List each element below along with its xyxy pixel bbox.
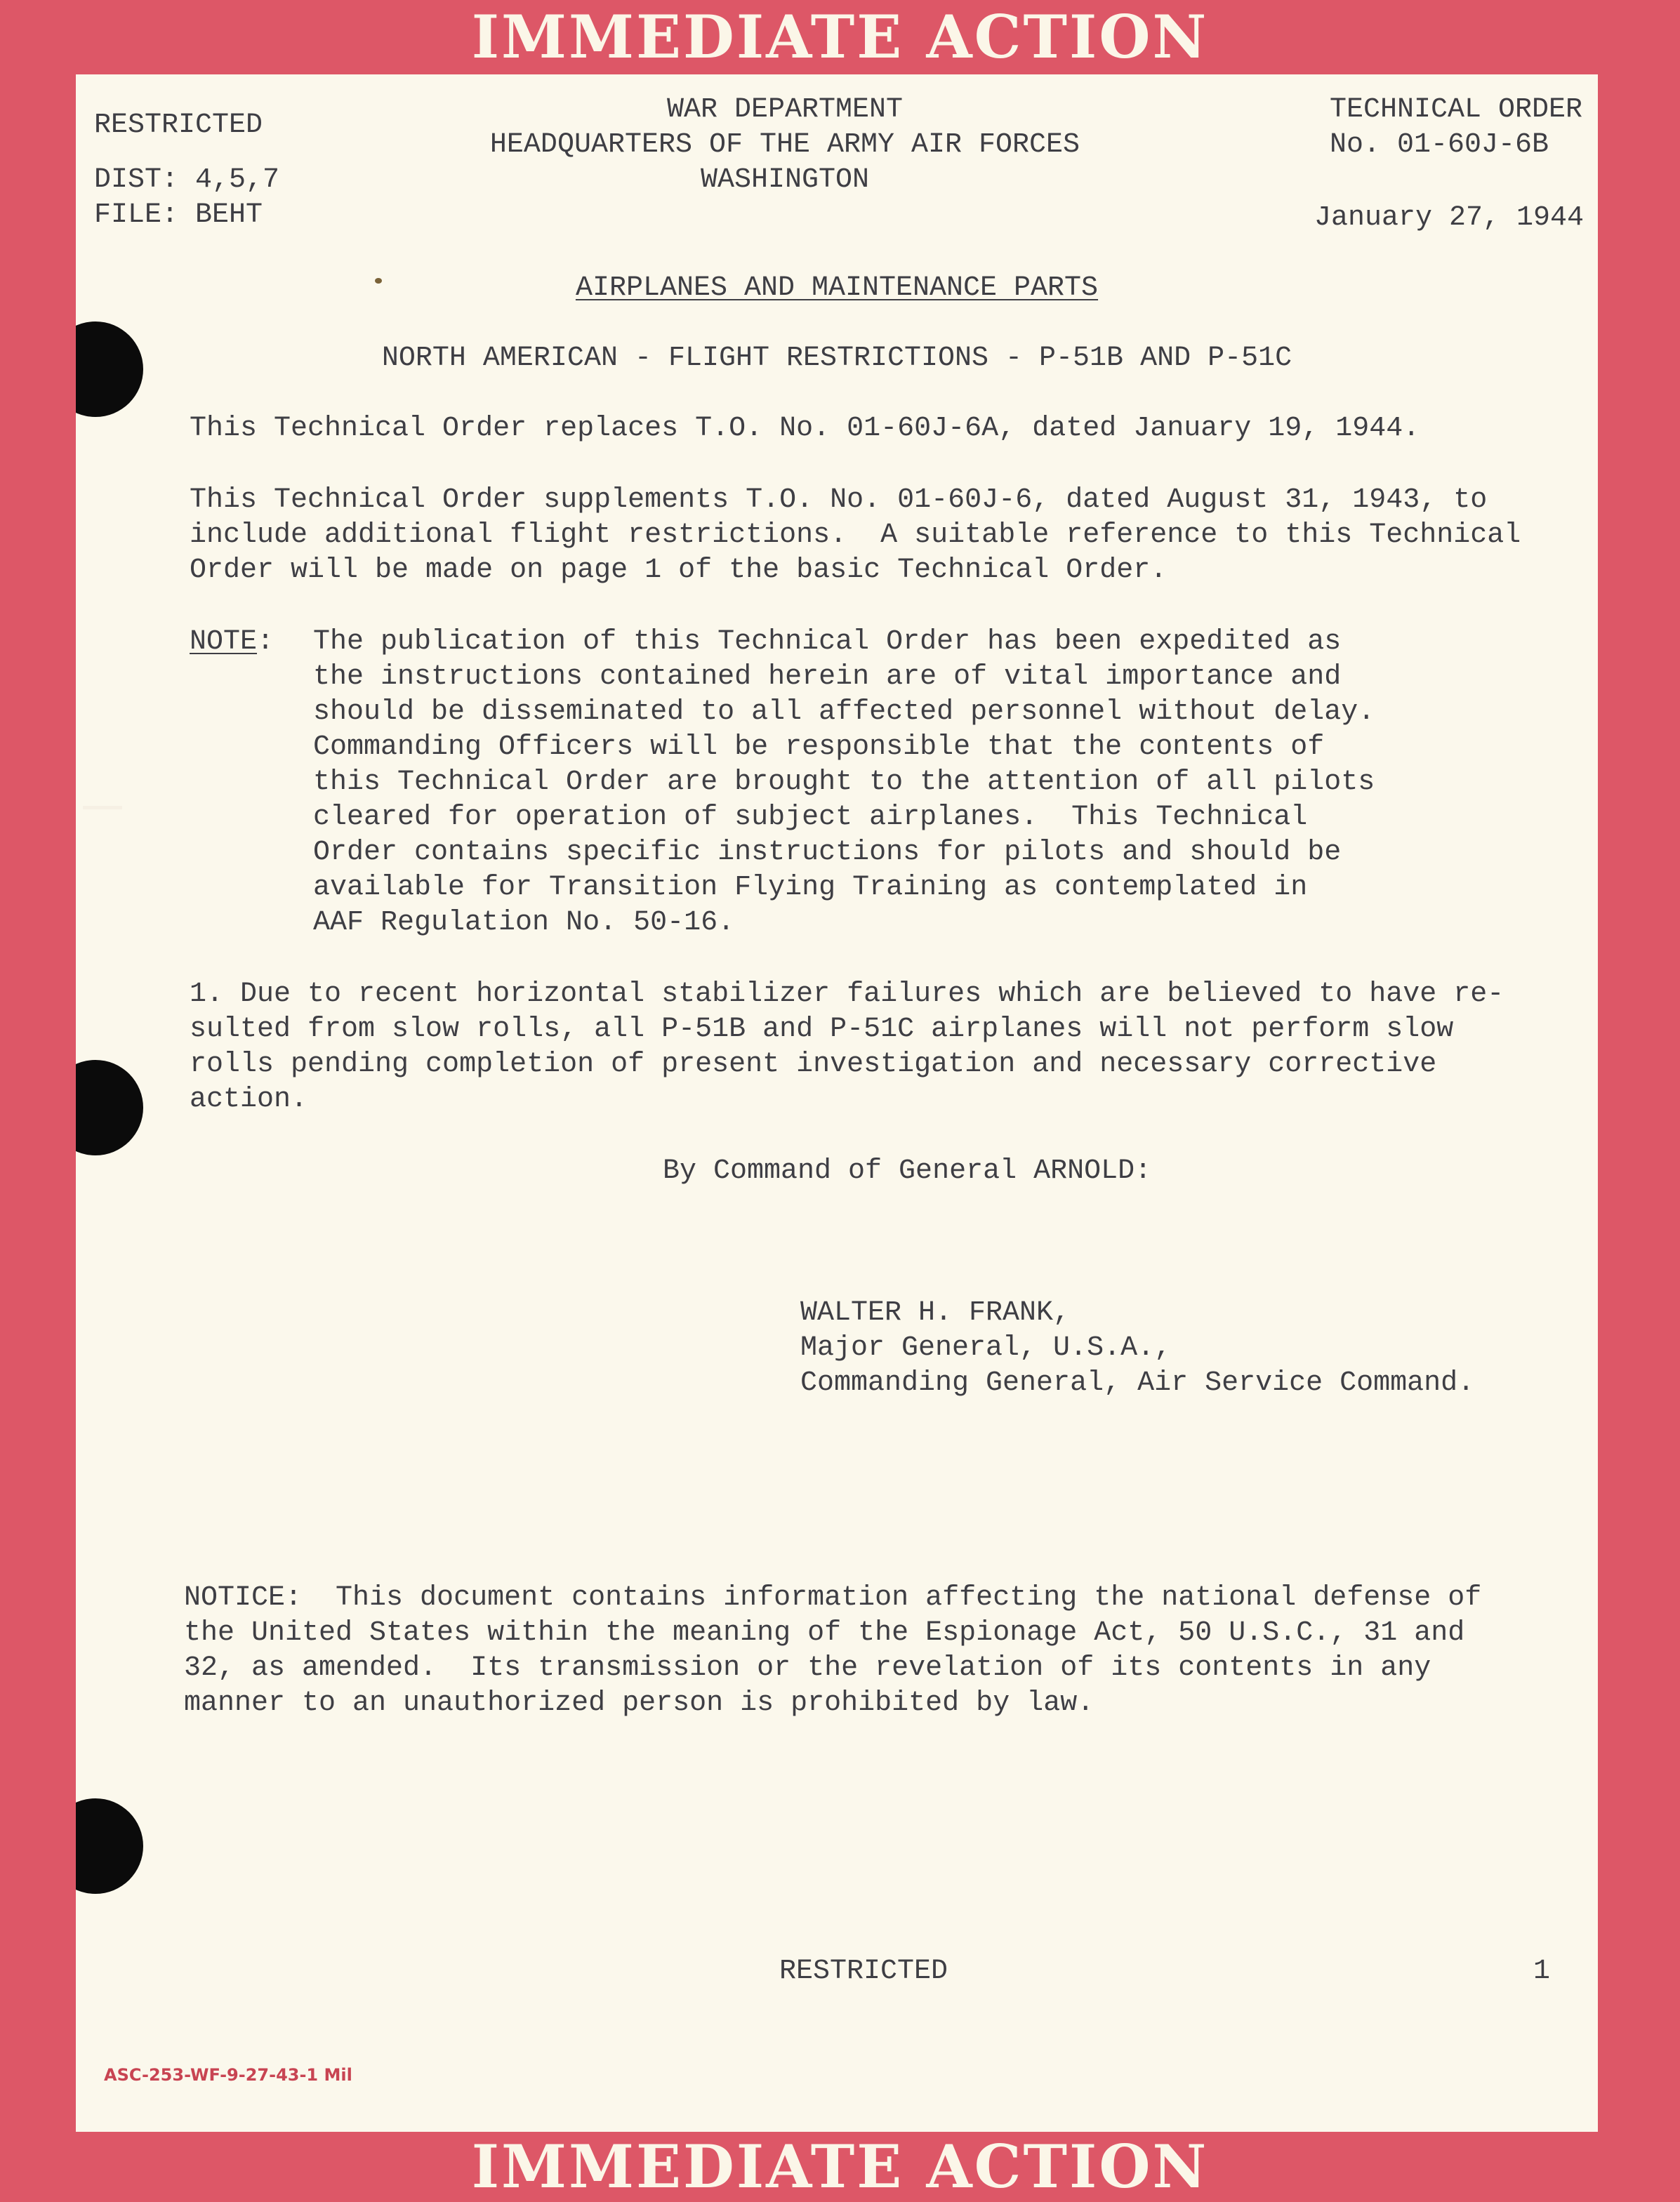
supplements-line: Order will be made on page 1 of the basic Technical Order. — [190, 555, 1168, 586]
classification-top: RESTRICTED — [94, 110, 263, 141]
paragraph-1-line: 1. Due to recent horizontal stabilizer failures which are believed to have re- — [190, 979, 1504, 1010]
paragraph-1-line: sulted from slow rolls, all P-51B and P-51C airplanes will not perform slow — [190, 1014, 1454, 1045]
org-line: WAR DEPARTMENT — [666, 94, 904, 126]
paper-mark — [83, 806, 122, 809]
signatory-rank: Major General, U.S.A., — [800, 1332, 1172, 1364]
note-line: cleared for operation of subject airplanes. This Technical — [313, 802, 1308, 833]
notice-line: the United States within the meaning of the Espionage Act, 50 U.S.C., 31 and — [184, 1617, 1465, 1649]
classification-bottom: RESTRICTED — [779, 1956, 948, 1987]
top-banner-text: IMMEDIATE ACTION — [471, 2, 1209, 72]
note-line: should be disseminated to all affected personnel without delay. — [313, 696, 1375, 728]
supplements-line: This Technical Order supplements T.O. No. 01-60J-6, dated August 31, 1943, to — [190, 484, 1488, 516]
org-line: HEADQUARTERS OF THE ARMY AIR FORCES — [489, 129, 1080, 161]
issuing-organization — [469, 93, 1101, 198]
paragraph-1-line: action. — [190, 1084, 308, 1115]
by-command: By Command of General ARNOLD: — [663, 1155, 1152, 1187]
note-line: The publication of this Technical Order has been expedited as — [313, 626, 1342, 658]
subject-title: NORTH AMERICAN - FLIGHT RESTRICTIONS - P-51B AND P-51C — [381, 343, 1292, 374]
note-line: available for Transition Flying Training as contemplated in — [313, 872, 1308, 903]
note-label: NOTE — [190, 626, 258, 658]
note-colon: : — [257, 626, 275, 658]
form-code: ASC-253-WF-9-27-43-1 Mil — [104, 2065, 352, 2085]
subject-title-wrap — [76, 341, 1598, 376]
document-page — [76, 74, 1598, 2132]
page-number: 1 — [1533, 1956, 1551, 1987]
bottom-banner-text: IMMEDIATE ACTION — [471, 2132, 1209, 2201]
distribution: DIST: 4,5,7 — [94, 164, 280, 196]
notice-line: NOTICE: This document contains information affecting the national defense of — [184, 1582, 1482, 1614]
notice-line: 32, as amended. Its transmission or the revelation of its contents in any — [184, 1652, 1431, 1684]
org-line: WASHINGTON — [700, 164, 870, 196]
order-date: January 27, 1944 — [1314, 202, 1585, 234]
signatory-name: WALTER H. FRANK, — [800, 1297, 1071, 1329]
note-line: the instructions contained herein are of vital importance and — [313, 661, 1342, 693]
supplements-line: include additional flight restrictions. A suitable reference to this Technical — [190, 519, 1521, 551]
note-line: AAF Regulation No. 50-16. — [313, 907, 735, 938]
punch-hole — [76, 321, 143, 417]
replaces-statement: This Technical Order replaces T.O. No. 01-60J-6A, dated January 19, 1944. — [190, 413, 1420, 444]
punch-hole — [76, 1060, 143, 1155]
subject-category: AIRPLANES AND MAINTENANCE PARTS — [575, 272, 1099, 304]
note-label-wrap — [190, 625, 274, 660]
file-code: FILE: BEHT — [94, 199, 263, 231]
bottom-banner — [0, 2132, 1680, 2202]
paragraph-1-line: rolls pending completion of present investigation and necessary corrective — [190, 1049, 1437, 1080]
punch-hole — [76, 1798, 143, 1894]
note-line: this Technical Order are brought to the attention of all pilots — [313, 767, 1375, 798]
signatory-position: Commanding General, Air Service Command. — [800, 1367, 1475, 1399]
notice-line: manner to an unauthorized person is prohibited by law. — [184, 1687, 1094, 1719]
paper-speck — [375, 278, 382, 284]
note-line: Commanding Officers will be responsible that the contents of — [313, 731, 1325, 763]
technical-order-number: No. 01-60J-6B — [1330, 129, 1549, 161]
note-line: Order contains specific instructions for pilots and should be — [313, 837, 1342, 868]
subject-category-wrap — [76, 271, 1598, 306]
technical-order-label: TECHNICAL ORDER — [1330, 94, 1583, 126]
top-banner — [0, 0, 1680, 74]
